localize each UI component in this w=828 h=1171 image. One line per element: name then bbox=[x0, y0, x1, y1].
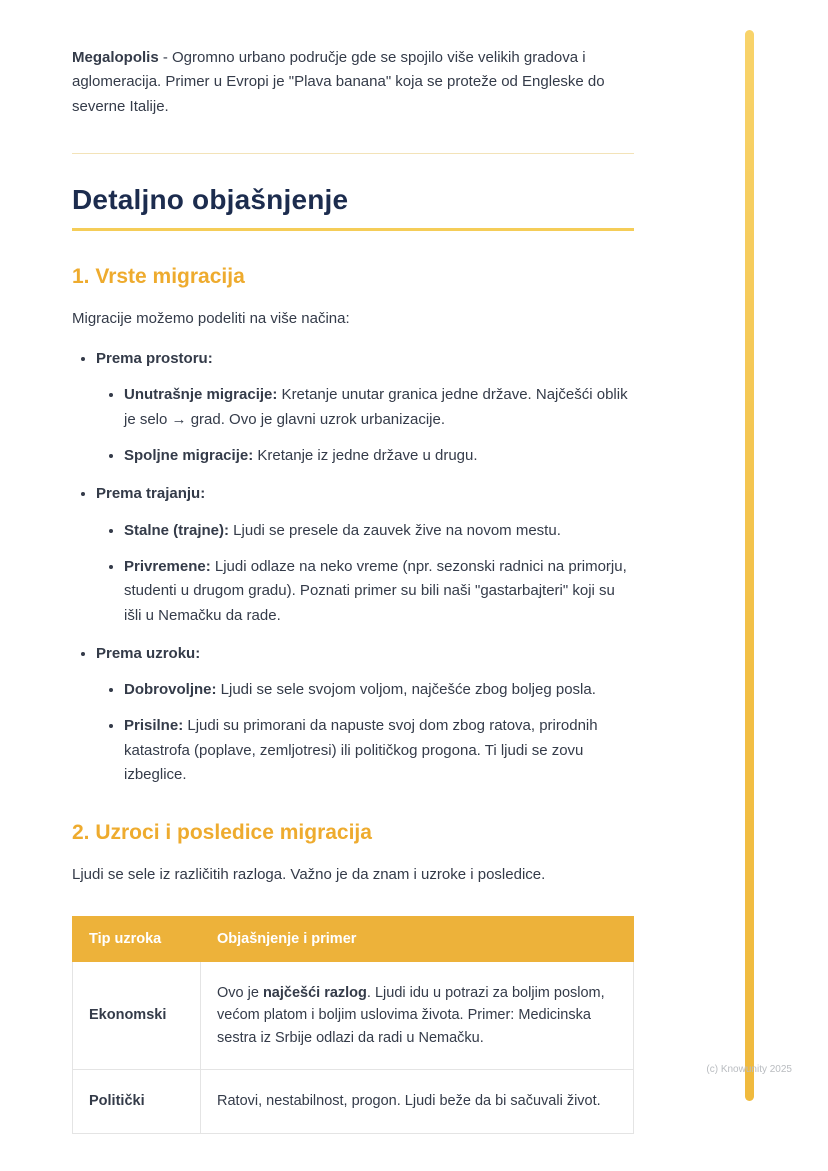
item-label: Spoljne migracije: bbox=[124, 447, 254, 465]
document-content bbox=[72, 46, 634, 1134]
column-header-explanation: Objašnjenje i primer bbox=[201, 916, 634, 961]
section-divider bbox=[72, 153, 634, 154]
list-item-uzrok bbox=[96, 642, 634, 787]
cell-explanation bbox=[201, 961, 634, 1069]
item-text: Kretanje iz jedne države u drugu. bbox=[253, 447, 478, 465]
page-edge-stripe bbox=[745, 30, 754, 1101]
subsection-2-heading: 2. Uzroci i posledice migracija bbox=[72, 821, 372, 845]
row-header-politicki: Politički bbox=[73, 1070, 201, 1133]
cell-text-pre: Ratovi, nestabilnost, progon. Ljudi beže da bi sačuvali život. bbox=[217, 1093, 601, 1110]
subsection-1-heading: 1. Vrste migracija bbox=[72, 264, 245, 288]
sub-list-trajanje bbox=[96, 519, 634, 628]
column-header-type: Tip uzroka bbox=[73, 916, 201, 961]
subsection-2-lead: Ljudi se sele iz različitih razloga. Važno je da znam i uzroke i posledice. bbox=[72, 866, 546, 884]
table-row bbox=[73, 961, 634, 1069]
intro-term: Megalopolis bbox=[72, 49, 159, 66]
page-title: Detaljno objašnjenje bbox=[72, 184, 634, 231]
item-text: Ljudi se presele da zauvek žive na novom mestu. bbox=[229, 521, 561, 539]
group-label: Prema uzroku: bbox=[96, 644, 201, 662]
table-row bbox=[73, 1070, 634, 1133]
item-text: Ljudi su primorani da napuste svoj dom zbog ratova, prirodnih katastrofa (poplave, zemljotresi) ili političkog progona. Ti ljudi se zovu izbeglice. bbox=[124, 717, 598, 784]
sub-list-prostor bbox=[96, 383, 634, 468]
list-item-prostor bbox=[96, 347, 634, 468]
row-header-ekonomski: Ekonomski bbox=[73, 961, 201, 1069]
cell-text-post: . Ljudi idu u potrazi za boljim poslom, većom platom i boljim uslovima života. Primer: Medicinska sestra iz Srbije odlazi da radi u Nemačku. bbox=[217, 984, 605, 1046]
item-text: Ljudi se sele svojom voljom, najčešće zbog boljeg posla. bbox=[216, 681, 596, 699]
sub-list-uzrok bbox=[96, 678, 634, 787]
sub-list-item bbox=[124, 444, 634, 468]
group-label: Prema trajanju: bbox=[96, 485, 206, 503]
cell-text-bold: najčešći razlog bbox=[262, 984, 367, 1001]
group-label: Prema prostoru: bbox=[96, 350, 213, 368]
item-label: Stalne (trajne): bbox=[124, 521, 230, 539]
causes-table-body bbox=[73, 961, 634, 1133]
watermark: (c) Knowunity 2025 bbox=[706, 1064, 792, 1075]
table-header-row bbox=[73, 916, 634, 961]
sub-list-item bbox=[124, 383, 634, 432]
sub-list-item bbox=[124, 519, 634, 543]
intro-paragraph bbox=[72, 46, 634, 119]
intro-text: - Ogromno urbano područje gde se spojilo više velikih gradova i aglomeracija. Primer u Evropi je "Plava banana" koja se proteže od Engleske do severne Italije. bbox=[72, 49, 605, 115]
item-text: Ljudi odlaze na neko vreme (npr. sezonski radnici na primorju, studenti u drugom gradu). Poznati primer su bili naši "gastarbajteri" koji su išli u Nemačku da rade. bbox=[124, 557, 627, 624]
causes-table-head bbox=[73, 916, 634, 961]
causes-table bbox=[72, 916, 634, 1134]
item-label: Privremene: bbox=[124, 557, 211, 575]
cell-text-pre: Ovo je bbox=[217, 984, 263, 1001]
item-label: Prisilne: bbox=[124, 717, 184, 735]
sub-list-item bbox=[124, 555, 634, 628]
item-label: Unutrašnje migracije: bbox=[124, 386, 278, 404]
list-item-trajanje bbox=[96, 482, 634, 627]
sub-list-item bbox=[124, 678, 634, 702]
subsection-1-lead: Migracije možemo podeliti na više načina: bbox=[72, 309, 350, 327]
cell-explanation bbox=[201, 1070, 634, 1133]
sub-list-item bbox=[124, 714, 634, 787]
item-label: Dobrovoljne: bbox=[124, 681, 217, 699]
migration-types-list bbox=[72, 347, 634, 787]
item-text: Kretanje unutar granica jedne države. Najčešći oblik je selo → grad. Ovo je glavni uzrok urbanizacije. bbox=[124, 386, 628, 428]
